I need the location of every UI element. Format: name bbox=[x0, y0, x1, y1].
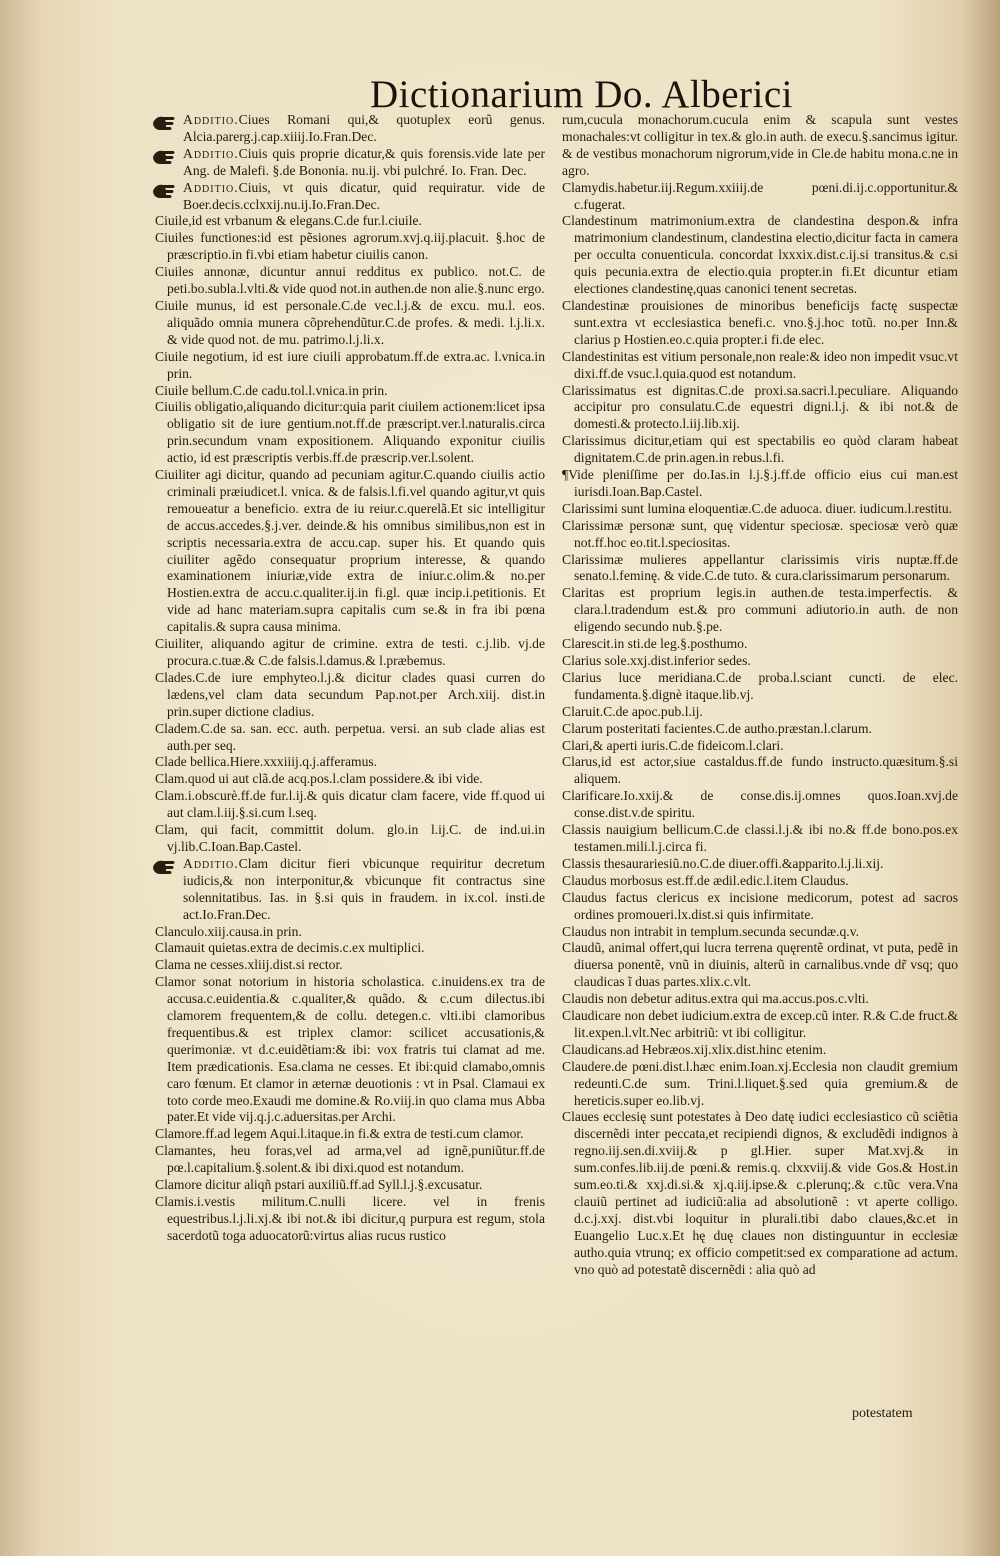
manicule-icon bbox=[151, 857, 177, 877]
dictionary-entry: Ciuile negotium, id est iure ciuili approbatum.ff.de extra.ac. l.vnica.in prin. bbox=[155, 348, 545, 381]
dictionary-entry: Clarificare.Io.xxij.& de conse.dis.ij.omnes quos.Ioan.xvj.de conse.dist.v.de spiritu. bbox=[562, 788, 958, 821]
dictionary-entry: Claudus morbosus est.ff.de ædil.edic.l.item Claudus. bbox=[562, 872, 849, 888]
dictionary-entry: Clama ne cesses.xliij.dist.si rector. bbox=[155, 957, 343, 973]
dictionary-entry: Clam.i.obscurè.ff.de fur.l.ij.& quis dicatur clam facere, vide ff.quod ui aut clam.l.iij.§.si.cum l.seq. bbox=[155, 788, 545, 821]
entry-text: Ciuis, vt quis dicatur, quid requiratur. vide de Boer.decis.cclxxij.nu.ij.Io.Fran.Dec. bbox=[183, 179, 545, 212]
dictionary-entry: Clandestinum matrimonium.extra de clandestina despon.& infra matrimonium clandestinum, clandestina electio,dicitur facta in camera per occulta conuenticula. concordat lxxxix.dist.c.ij.si transitus.& c.si quis pecunia.extra de electio.quia propter.in fi.Et dicuntur etiam electiones clandestinę,quas canonici tenent secretas. bbox=[562, 213, 958, 297]
right-column bbox=[562, 112, 958, 1279]
dictionary-entry: Clarissimus dicitur,etiam qui est spectabilis eo quòd claram habeat dignitatem.C.de prin.agen.in rebus.l.fi. bbox=[562, 433, 958, 466]
dictionary-entry: Clam, qui facit, committit dolum. glo.in l.ij.C. de ind.ui.in vj.lib.C.Ioan.Bap.Castel. bbox=[155, 822, 545, 854]
dictionary-entry: Clam.quod ui aut clã.de acq.pos.l.clam possidere.& ibi vide. bbox=[155, 771, 483, 787]
addition-entry bbox=[155, 856, 545, 924]
dictionary-entry: ¶Vide pleniſſime per do.Ias.in l.j.§.j.ff.de officio eius cui man.est iurisdi.Ioan.Bap.Castel. bbox=[562, 467, 958, 499]
entry-text: Ciuis quis proprie dicatur,& quis forensis.vide late per Ang. de Malefi. §.de Bononia. nu.ij. vbi pulchré. Io. Fran. Dec. bbox=[183, 145, 545, 178]
dictionary-entry: Clarius luce meridiana.C.de proba.l.sciant cuncti. de elec. fundamenta.§.dignè itaque.lib.vj. bbox=[562, 669, 958, 702]
addition-label: Additio. bbox=[183, 112, 239, 127]
dictionary-entry: Clamis.i.vestis militum.C.nulli licere. vel in frenis equestribus.l.j.li.xj.& ibi not.& ibi dicitur,q purpura est regum, stola sacerdotũ toga aduocatorũ:virtus alias rucus rustico bbox=[155, 1194, 545, 1243]
dictionary-entry: Ciuiliter, aliquando agitur de crimine. extra de testi. c.j.lib. vj.de procura.c.tuæ.& C.de falsis.l.damus.& l.præbemus. bbox=[155, 636, 545, 668]
dictionary-entry: Ciuile munus, id est personale.C.de vec.l.j.& de excu. mu.l. eos. aliquãdo omnia munera cõprehendũtur.C.de profes. & medi. l.j.li.x. & vide quod not. de mu. patrimo.l.j.li.x. bbox=[155, 297, 545, 347]
left-column bbox=[155, 112, 545, 1245]
dictionary-entry: Clarum posteritati facientes.C.de autho.præstan.l.clarum. bbox=[562, 720, 872, 736]
dictionary-entry: Ciuiles annonæ, dicuntur annui redditus ex publico. not.C. de peti.bo.subla.l.vlti.& vide quod not.in authen.de non alie.§.nunc ergo. bbox=[155, 264, 545, 297]
dictionary-entry: Classis nauigium bellicum.C.de classi.l.j.& ibi no.& ff.de bono.pos.ex testamen.mili.l.j.circa fi. bbox=[562, 822, 958, 854]
addition-label: Additio. bbox=[183, 145, 239, 161]
dictionary-entry: Clamantes, heu foras,vel ad arma,vel ad ignẽ,puniũtur.ff.de pœ.l.capitalium.§.solent.& ibi dixi.quod est notandum. bbox=[155, 1143, 545, 1176]
manicule-icon bbox=[151, 181, 177, 201]
dictionary-entry: Clandestinæ prouisiones de minoribus beneficijs factę suspectæ sunt.extra vt ecclesiastica benefi.c. vno.§.j.hoc totũ. no.per Inn.& clarius p Hostien.eo.c.quia propter.i fi.de elec. bbox=[562, 297, 958, 347]
dictionary-entry: Clamauit quietas.extra de decimis.c.ex multiplici. bbox=[155, 940, 425, 956]
dictionary-entry: Clamore dicitur aliqñ pstari auxiliũ.ff.ad Syll.l.j.§.excusatur. bbox=[155, 1177, 483, 1193]
dictionary-entry: Claudicans.ad Hebræos.xij.xlix.dist.hinc etenim. bbox=[562, 1041, 827, 1057]
dictionary-entry: Claritas est proprium legis.in authen.de testa.imperfectis. & clara.l.tradendum est.& pro communi adiutorio.in auth. de non eligendo secundo nub.§.pe. bbox=[562, 585, 958, 635]
dictionary-entry: Cladem.C.de sa. san. ecc. auth. perpetua. versi. an sub clade alias est auth.per seq. bbox=[155, 720, 545, 753]
dictionary-entry: Clarissimæ personæ sunt, quę videntur speciosæ. speciosæ verò quæ not.ff.hoc eo.tit.l.speciositas. bbox=[562, 517, 958, 550]
dictionary-entry: Classis thesaurariesiũ.no.C.de diuer.offi.&apparito.l.j.li.xij. bbox=[562, 855, 884, 871]
manicule-icon bbox=[151, 113, 177, 133]
dictionary-entry: Clamore.ff.ad legem Aqui.l.itaque.in fi.& extra de testi.cum clamor. bbox=[155, 1126, 524, 1142]
addition-label: Additio. bbox=[183, 179, 239, 195]
dictionary-entry: Clarescit.in sti.de leg.§.posthumo. bbox=[562, 636, 748, 652]
dictionary-entry: Claues ecclesię sunt potestates à Deo datę iudici ecclesiastico cũ sciẽtia discernẽdi inter peccata,et recipiendi dignos, & excludẽdi indignos à regno.iij.sen.di.xviij.& p gl.Hier. super Mat.xvj.& in sum.confes.lib.iij.de pœni.& remis.q. clxxviij.& vide Gos.& Host.in sum.eo.ti.& xxj.di.si.& xj.q.iij.ipse.& c.plerunq;.& c.tũc vera.Vna clauiũ pertinet ad iudiciũ:alia ad absolutionẽ : vt aperte colligo. d.c.j.xxj. dist.vbi loquitur in plurali.tibi dabo claues,&c.et in Euangelio Luc.x.Et hę duę claues non distinguuntur in ecclesiæ autho.quia vtrunq; ex officio competit:sed ex comparatione ad actum. vno quò ad potestatẽ discernẽdi : alia quò ad bbox=[562, 1109, 958, 1277]
dictionary-entry: Claudus non intrabit in templum.secunda secundæ.q.v. bbox=[562, 923, 860, 939]
entry-text: Clam dicitur fieri vbicunque requiritur decretum iudicis,& non interponitur,& vbicunque fit contractus sine solennitatibus. Ias. in §.si quis in fraudem. in ix.col. insti.de act.Io.Fran.Dec. bbox=[183, 855, 545, 922]
manicule-icon bbox=[151, 147, 177, 167]
dictionary-entry: Ciuilis obligatio,aliquando dicitur:quia parit ciuilem actionem:licet ipsa obligatio sit de iure gentium.not.ff.de præscript.ver.l.naturalis.circa prin.secundum vnam expositionem. Aliquando exponitur ciuilis actio, id est præscriptis verbis.ff.de præscrip.ver.l.solent. bbox=[155, 399, 545, 466]
dictionary-entry: Clade bellica.Hiere.xxxiiij.q.j.afferamus. bbox=[155, 754, 378, 770]
dictionary-entry: Clamor sonat notorium in historia scholastica. c.inuidens.ex tra de accusa.c.euidentia.& c.qualiter,& quãdo. & c.cum dilectus.ibi clamorem frequentem,& de collu. detegen.c. vlti.ibi clamoribus frequentibus.& est triplex clamor: scilicet accusationis,& querimoniæ. vt d.c.euidẽtiam:& ibi: vox fratris tui clamat ad me. Item prædicationis. Esa.clama ne cesses. Et ibi:quid clamabo,omnis caro fœnum. Et clamor in æternæ deuotionis : vt in Psal. Clamaui ex toto corde meo.Exaudi me domine.& Ro.viij.in quo clama mus Abba pater.Et vide vij.q.j.c.aduersitas.per Archi. bbox=[155, 974, 545, 1125]
dictionary-entry: Claudũ, animal offert,qui lucra terrena quęrentẽ ordinat, vt puta, pedẽ in diuersa ponentẽ, vnũ in diuinis, alterũ in carnalibus.vnde dr̃ vsq; quo claudicas ĩ duas partes.xlix.c.vlt. bbox=[562, 940, 958, 990]
dictionary-entry: Ciuile,id est vrbanum & elegans.C.de fur.l.ciuile. bbox=[155, 213, 422, 229]
dictionary-entry: Clarius sole.xxj.dist.inferior sedes. bbox=[562, 653, 751, 668]
dictionary-entry: Clarissimatus est dignitas.C.de proxi.sa.sacri.l.peculiare. Aliquando accipitur pro consulatu.C.de equestri digni.l.j. & ibi not.& de domesti.& protecto.l.iij.lib.xij. bbox=[562, 382, 958, 432]
dictionary-entry: Claudere.de pœni.dist.l.hæc enim.Ioan.xj.Ecclesia non claudit gremium redeunti.C.de sum. Trini.l.liquet.§.sed quia gremium.& de hereticis.super eo.lib.vj. bbox=[562, 1058, 958, 1108]
catchword: potestatem bbox=[852, 1406, 913, 1421]
continued-entry: rum,cucula monachorum.cucula enim & scapula sunt vestes monachales:vt colligitur in tex.& glo.in auth. de execu.§.sancimus igitur. & de vestibus monachorum nigrorum,vide in Cle.de habitu mona.c.ne in agro. bbox=[562, 112, 958, 178]
dictionary-entry: Claruit.C.de apoc.pub.l.ij. bbox=[562, 703, 703, 719]
running-head: Dictionarium Do. Alberici bbox=[370, 73, 793, 116]
dictionary-entry: Clamydis.habetur.iij.Regum.xxiiij.de pœni.di.ij.c.opportunitur.& c.fugerat. bbox=[562, 179, 958, 212]
dictionary-entry: Clanculo.xiij.causa.in prin. bbox=[155, 923, 302, 939]
addition-entry bbox=[155, 146, 545, 180]
dictionary-entry: Clarissimi sunt lumina eloquentiæ.C.de aduoca. diuer. iudicum.l.restitu. bbox=[562, 500, 953, 516]
addition-label: Additio. bbox=[183, 855, 239, 871]
dictionary-entry: Clarissimæ mulieres appellantur clarissimis viris nuptæ.ff.de senato.l.feminę. & vide.C.de tuto. & cura.clarissimarum personarum. bbox=[562, 551, 958, 584]
dictionary-entry: Claudicare non debet iudicium.extra de excep.cũ inter. R.& C.de fruct.& lit.expen.l.vlt.Nec arbitriũ: vt ibi colligitur. bbox=[562, 1008, 958, 1040]
dictionary-entry: Ciuiliter agi dicitur, quando ad pecuniam agitur.C.quando ciuilis actio criminali præiudicet.l. vnica. & de falsis.l.fi.vel quando agitur,vt quis remoueatur a beneficio. extra de iu reiur.c.querelã.Et sic intelligitur de accus.accedes.§.j.ver. deinde.& his omnibus similibus,non est in scriptis necessaria.extra de accu.cap. super his. Et quando quis ciuiliter agẽdo consequatur proprium interesse, & quando examinationem iniuriæ,vide extra de iniur.c.olim.& no.per Hostien.extra de accu.c.qualiter.ij.in fi.gl. quæ incip.i.petitionis. Et vide ad hanc materiam.supra capitalis cum se.& in fra ibi pœna capitalis.& supra causa minima. bbox=[155, 467, 545, 635]
addition-entry bbox=[155, 112, 545, 146]
dictionary-entry: Clandestinitas est vitium personale,non reale:& ideo non impedit vsuc.vt dixi.ff.de vsuc.l.quia.quod est notandum. bbox=[562, 348, 958, 381]
entry-text: Ciues Romani qui,& quotuplex eorũ genus. Alcia.parerg.j.cap.xiiij.Io.Fran.Dec. bbox=[183, 112, 545, 144]
dictionary-entry: Claudis non debetur aditus.extra qui ma.accus.pos.c.vlti. bbox=[562, 991, 869, 1007]
dictionary-entry: Clades.C.de iure emphyteo.l.j.& dicitur clades quasi curren do lædens,vel clam data secundum Pap.not.per Arch.xiij. dist.in prin.super dictione cladius. bbox=[155, 669, 545, 719]
dictionary-entry: Ciuile bellum.C.de cadu.tol.l.vnica.in prin. bbox=[155, 382, 388, 398]
dictionary-entry: Ciuiles functiones:id est pẽsiones agrorum.xvj.q.iij.placuit. §.hoc de præscriptio.in fi.vbi etiam habetur ciuilis canon. bbox=[155, 230, 545, 263]
dictionary-entry: Clari,& aperti iuris.C.de fideicom.l.clari. bbox=[562, 737, 784, 753]
dictionary-entry: Clarus,id est actor,siue castaldus.ff.de fundo instructo.quæsitum.§.si aliquem. bbox=[562, 754, 958, 787]
addition-entry bbox=[155, 180, 545, 214]
dictionary-entry: Claudus factus clericus ex incisione medicorum, potest ad sacros ordines promoueri.lx.dist.si quis infirmitate. bbox=[562, 889, 958, 922]
